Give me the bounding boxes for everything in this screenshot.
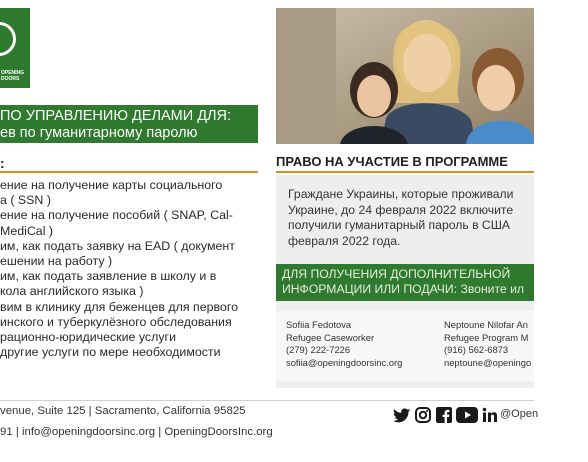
service-line: кола английского языка ) (0, 284, 144, 299)
eligibility-line: получили гуманитарный пароль в США (288, 218, 511, 232)
footer-divider (0, 400, 534, 401)
contact-card (444, 319, 531, 369)
contact-phone[interactable]: (916) 562-6873 (444, 344, 509, 355)
contact-role: Refugee Program M (444, 331, 529, 343)
services-divider (0, 171, 258, 173)
contact-card (286, 319, 402, 369)
service-line: ение на получение карты социального (0, 178, 223, 192)
contact-role: Refugee Caseworker (286, 331, 375, 343)
service-line: ешении на работу ) (0, 253, 113, 268)
info-line-1: ДЛЯ ПОЛУЧЕНИЯ ДОПОЛНИТЕЛЬНОЙ (282, 267, 511, 281)
contact-email[interactable]: neptoune@openingo (444, 356, 532, 368)
eligibility-divider (276, 171, 534, 173)
eligibility-text (288, 187, 588, 249)
case-management-banner (0, 105, 258, 143)
info-line-2: ИНФОРМАЦИИ ИЛИ ПОДАЧИ: Звоните ил (282, 282, 525, 296)
service-line: инского и туберкулёзного обследования (0, 314, 232, 329)
service-line: ение на получение пособий ( SNAP, Cal- (0, 208, 233, 223)
eligibility-panel (276, 175, 534, 388)
opening-doors-logo (0, 8, 30, 88)
twitter-icon[interactable] (393, 407, 411, 423)
service-line: а ( SSN ) (0, 193, 51, 208)
eligibility-line: Украине, до 24 февраля 2022 включите (288, 202, 514, 217)
youtube-icon[interactable] (456, 407, 478, 423)
family-photo (276, 8, 534, 144)
service-line: вим в клинику для беженцев для первого (0, 299, 238, 314)
service-line: MediCal ) (0, 223, 54, 238)
more-info-box (276, 264, 534, 301)
linkedin-icon[interactable] (481, 407, 499, 423)
contact-email[interactable]: sofiia@openingdoorsinc.org (286, 356, 403, 368)
contacts-block (276, 311, 534, 381)
service-line: другие услуги по мере необходимости (0, 345, 221, 360)
instagram-icon[interactable] (414, 407, 432, 423)
footer-address: venue, Suite 125 | Sacramento, California 95825 (0, 405, 246, 417)
services-heading: : (0, 155, 5, 171)
logo-text: OPENING DOORS (1, 70, 25, 82)
eligibility-line: Граждане Украины, которые проживали (288, 187, 514, 201)
eligibility-line: февраля 2022 года. (288, 233, 401, 248)
contact-phone[interactable]: (279) 222-7226 (286, 344, 351, 355)
social-icons (393, 405, 499, 425)
footer-contact: 91 | info@openingdoorsinc.org | OpeningDoorsInc.org (0, 426, 273, 438)
service-line: рационно-юридические услуги (0, 329, 176, 344)
banner-title-line-1: ПО УПРАВЛЕНИЮ ДЕЛАМИ ДЛЯ: (0, 108, 232, 124)
service-line: им, как подать заявку на EAD ( документ (0, 238, 235, 253)
contact-name: Sofiia Fedotova (286, 319, 352, 330)
eligibility-title: ПРАВО НА УЧАСТИЕ В ПРОГРАММЕ (276, 154, 508, 169)
banner-title-line-2: ев по гуманитарному паролю (0, 125, 198, 141)
services-list (0, 178, 258, 360)
logo-ring (0, 22, 16, 56)
service-line: им, как подать заявление в школу и в (0, 269, 217, 284)
contact-name: Neptoune Nilofar An (444, 319, 528, 330)
facebook-icon[interactable] (435, 407, 453, 423)
social-handle[interactable]: @Open (500, 408, 539, 420)
